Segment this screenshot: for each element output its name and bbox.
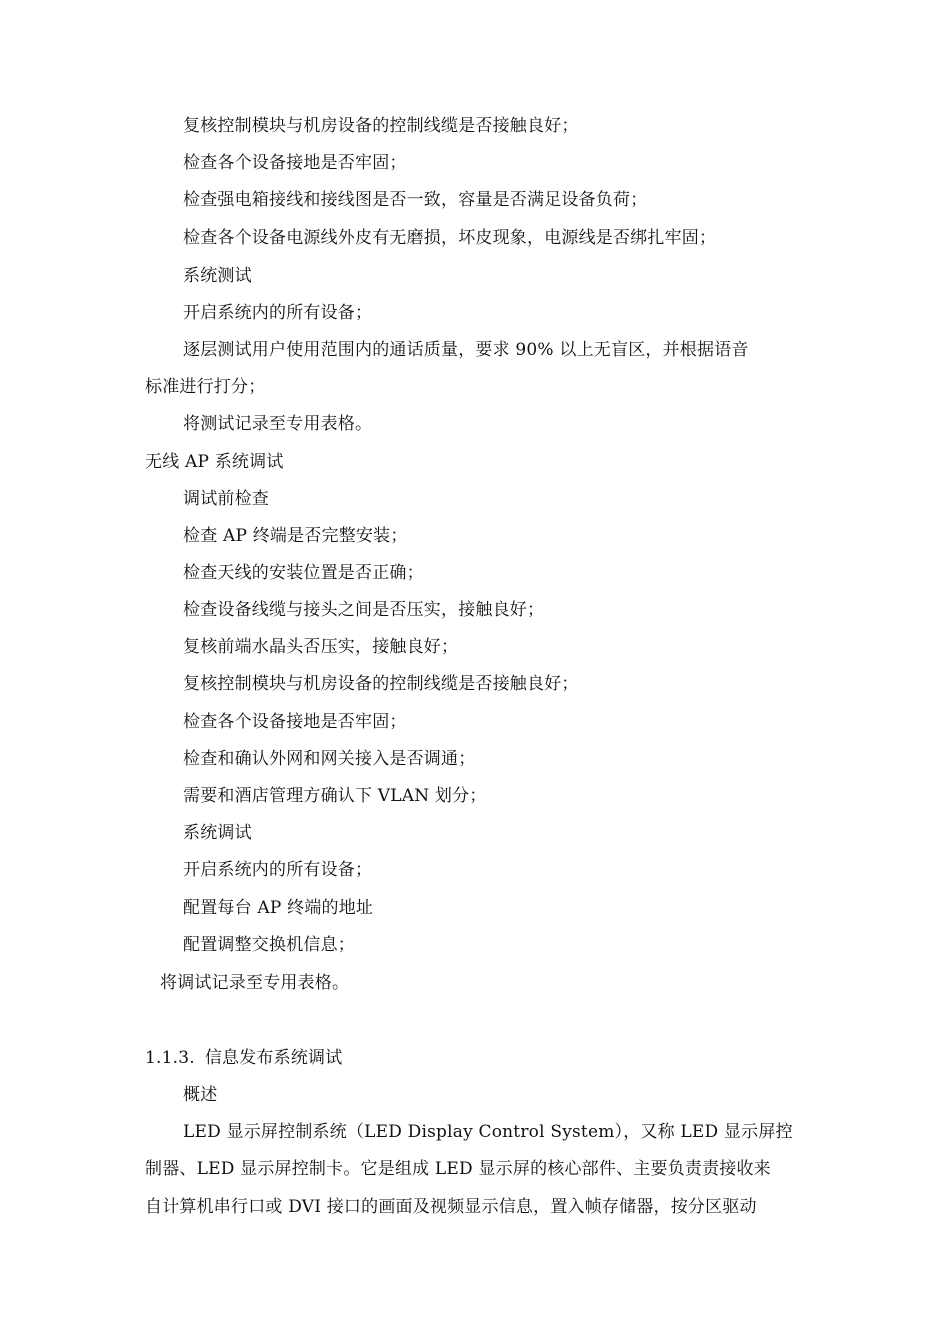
text-line: 检查天线的安装位置是否正确； [183,563,424,583]
text-line: 复核控制模块与机房设备的控制线缆是否接触良好； [183,674,579,694]
text-line: 自计算机串行口或 DVI 接口的画面及视频显示信息，置入帧存储器，按分区驱动 [145,1197,757,1217]
text-line: 配置调整交换机信息； [183,935,355,955]
text-line: 标准进行打分； [145,377,266,397]
text-line: 开启系统内的所有设备； [183,303,373,323]
subsection-heading: 系统测试 [183,266,252,286]
text-line: 检查各个设备接地是否牢固； [183,712,407,732]
text-line: LED 显示屏控制系统（LED Display Control System），又称 LED 显示屏控 [183,1122,793,1142]
section-number: 1.1.3. [145,1048,195,1068]
section-heading [145,1046,815,1070]
subsection-heading: 系统调试 [183,823,252,843]
text-line: 检查和确认外网和网关接入是否调通； [183,749,476,769]
text-line: 复核控制模块与机房设备的控制线缆是否接触良好； [183,116,579,136]
section-heading: 无线 AP 系统调试 [145,452,284,472]
text-line: 将测试记录至专用表格。 [183,414,373,434]
text-line: 将调试记录至专用表格。 [160,973,350,993]
subsection-heading: 调试前检查 [183,489,269,509]
text-line: 配置每台 AP 终端的地址 [183,898,374,918]
text-line: 检查设备线缆与接头之间是否压实，接触良好； [183,600,545,620]
text-line: 需要和酒店管理方确认下 VLAN 划分； [183,786,487,806]
text-line: 复核前端水晶头否压实，接触良好； [183,637,459,657]
text-line: 制器、LED 显示屏控制卡。它是组成 LED 显示屏的核心部件、主要负责责接收来 [145,1159,771,1179]
section-title: 信息发布系统调试 [204,1048,343,1068]
text-line: 检查 AP 终端是否完整安装； [183,526,408,546]
text-line: 开启系统内的所有设备； [183,860,373,880]
subsection-heading: 概述 [183,1085,218,1105]
text-line: 检查强电箱接线和接线图是否一致，容量是否满足设备负荷； [183,190,648,210]
text-line: 检查各个设备电源线外皮有无磨损，坏皮现象，电源线是否绑扎牢固； [183,228,717,248]
text-line: 检查各个设备接地是否牢固； [183,153,407,173]
text-line: 逐层测试用户使用范围内的通话质量，要求 90% 以上无盲区，并根据语音 [183,340,749,360]
